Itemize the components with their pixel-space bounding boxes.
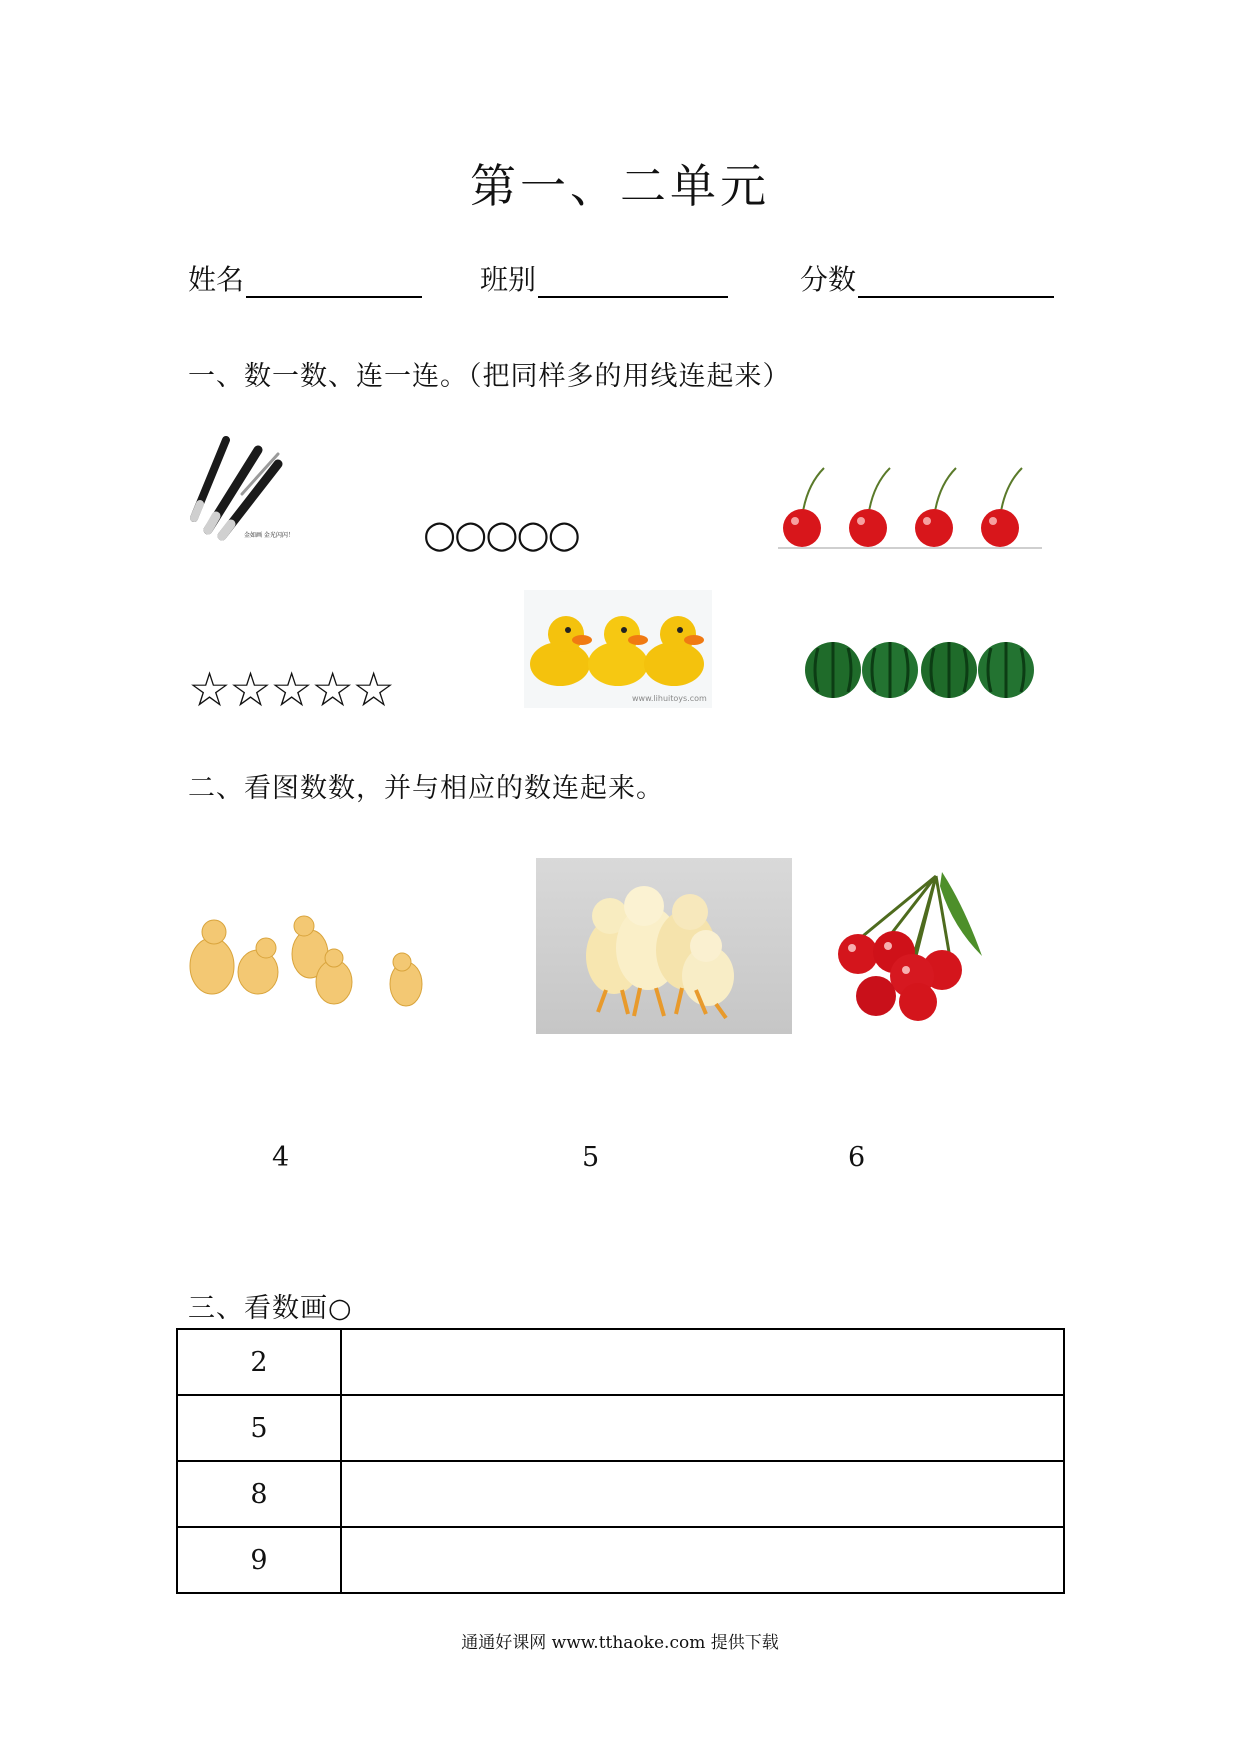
- chicks-photo: [536, 858, 792, 1034]
- cherries-picture: [778, 466, 1042, 550]
- number-6: 6: [848, 1142, 866, 1173]
- cartoon-chicks-picture: [186, 910, 434, 1020]
- stars-row: ☆☆☆☆☆: [188, 662, 394, 718]
- row-number: 8: [177, 1461, 341, 1527]
- row-number: 9: [177, 1527, 341, 1593]
- drawing-cell[interactable]: [341, 1395, 1064, 1461]
- table-row: [177, 1461, 1064, 1527]
- section2-heading: 二、看图数数，并与相应的数连起来。: [188, 773, 664, 804]
- name-blank[interactable]: [246, 266, 422, 298]
- section1-heading: 一、数一数、连一连。（把同样多的用线连起来）: [188, 361, 791, 392]
- ducks-watermark: www.lihuitoys.com: [632, 694, 707, 703]
- footer: 通通好课网 www.tthaoke.com 提供下载: [461, 1633, 779, 1653]
- row-number: 5: [177, 1395, 341, 1461]
- pens-caption: 金如画 金光闪闪！: [244, 532, 294, 539]
- ducks-picture: [524, 590, 712, 708]
- drawing-table: [176, 1328, 1065, 1594]
- class-field: [480, 258, 728, 298]
- drawing-cell[interactable]: [341, 1461, 1064, 1527]
- drawing-cell[interactable]: [341, 1329, 1064, 1395]
- table-row: [177, 1527, 1064, 1593]
- class-label: 班别: [480, 263, 537, 296]
- pens-picture: [186, 436, 298, 546]
- number-4: 4: [272, 1142, 290, 1173]
- table-row: [177, 1395, 1064, 1461]
- class-blank[interactable]: [538, 266, 728, 298]
- row-number: 2: [177, 1329, 341, 1395]
- name-label: 姓名: [188, 263, 245, 296]
- cherry-bunch-picture: [832, 866, 1000, 1026]
- score-label: 分数: [800, 263, 857, 296]
- page-title: 第一、二单元: [470, 159, 770, 213]
- name-field: [188, 258, 422, 298]
- watermelons-picture: [804, 640, 1036, 700]
- score-field: [800, 258, 1054, 298]
- number-5: 5: [582, 1142, 600, 1173]
- score-blank[interactable]: [858, 266, 1054, 298]
- drawing-cell[interactable]: [341, 1527, 1064, 1593]
- table-row: [177, 1329, 1064, 1395]
- circles-row: ○○○○○: [423, 512, 579, 556]
- section3-heading: 三、看数画○: [188, 1293, 353, 1324]
